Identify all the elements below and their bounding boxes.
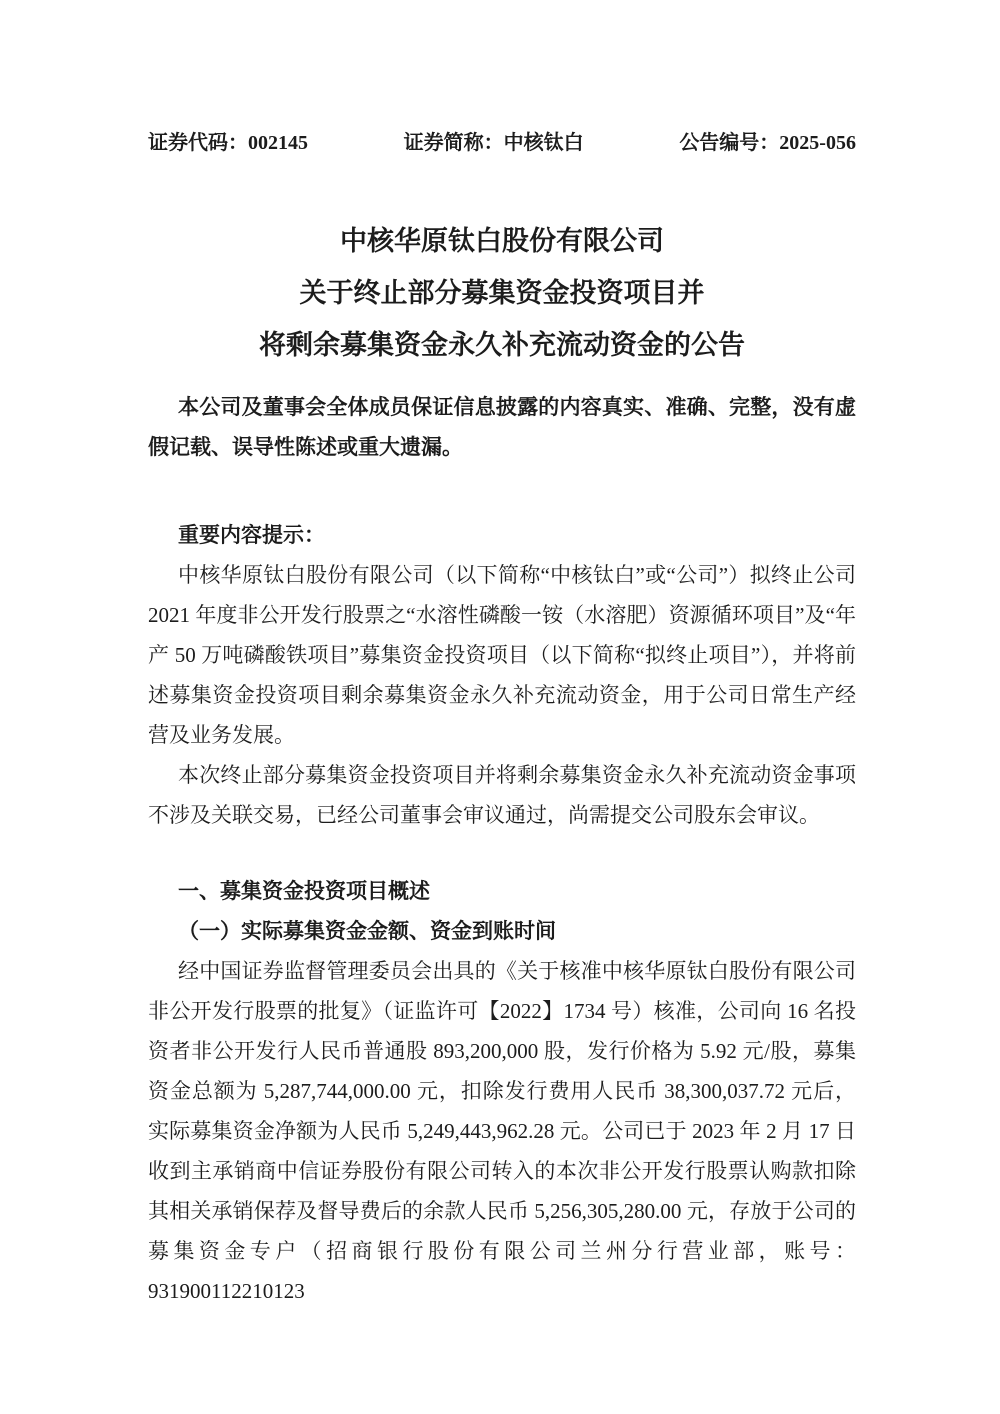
section-one-paragraph: 经中国证券监督管理委员会出具的《关于核准中核华原钛白股份有限公司非公开发行股票的批复》（证监许可【2022】1734 号）核准，公司向 16 名投资者非公开发行人民币普通股 893,200,000 股，发行价格为 5.92 元/股，募集资金总额为 5,287,744,000.00 元，扣除发行费用人民币 38,300,037.72 元后，实际募集资金净额为人民币 5,249,443,962.28 元。公司已于 2023 年 2 月 17 日收到主承销商中信证券股份有限公司转入的本次非公开发行股票认购款扣除其相关承销保荐及督导费后的余款人民币 5,256,305,280.00 元，存放于公司的募集资金专户（招商银行股份有限公司兰州分行营业部，账号：931900112210123 <box>148 959 856 1303</box>
section-one-heading: 一、募集资金投资项目概述 <box>178 879 430 903</box>
title-line-subject-2: 将剩余募集资金永久补充流动资金的公告 <box>259 330 745 360</box>
title-line-company: 中核华原钛白股份有限公司 <box>340 226 664 256</box>
title-line-subject: 关于终止部分募集资金投资项目并 <box>299 278 705 308</box>
board-declaration: 本公司及董事会全体成员保证信息披露的内容真实、准确、完整，没有虚假记载、误导性陈述或重大遗漏。 <box>148 395 856 459</box>
announcement-title <box>148 215 856 371</box>
page-content <box>148 0 856 1311</box>
securities-header <box>148 126 856 155</box>
stock-code: 证券代码：002145 <box>148 132 308 154</box>
notice-paragraph-1: 中核华原钛白股份有限公司（以下简称“中核钛白”或“公司”）拟终止公司 2021 年度非公开发行股票之“水溶性磷酸一铵（水溶肥）资源循环项目”及“年产 50 万吨磷酸铁项目”募集资金投资项目（以下简称“拟终止项目”），并将前述募集资金投资项目剩余募集资金永久补充流动资金，用于公司日常生产经营及业务发展。 <box>148 563 856 747</box>
section-one-subheading: （一）实际募集资金金额、资金到账时间 <box>178 919 556 943</box>
notice-paragraph-2: 本次终止部分募集资金投资项目并将剩余募集资金永久补充流动资金事项不涉及关联交易，已经公司董事会审议通过，尚需提交公司股东会审议。 <box>148 763 856 827</box>
stock-short-name: 证券简称：中核钛白 <box>403 132 584 154</box>
announcement-number: 公告编号：2025-056 <box>679 132 856 154</box>
important-notice-heading: 重要内容提示： <box>178 523 325 547</box>
